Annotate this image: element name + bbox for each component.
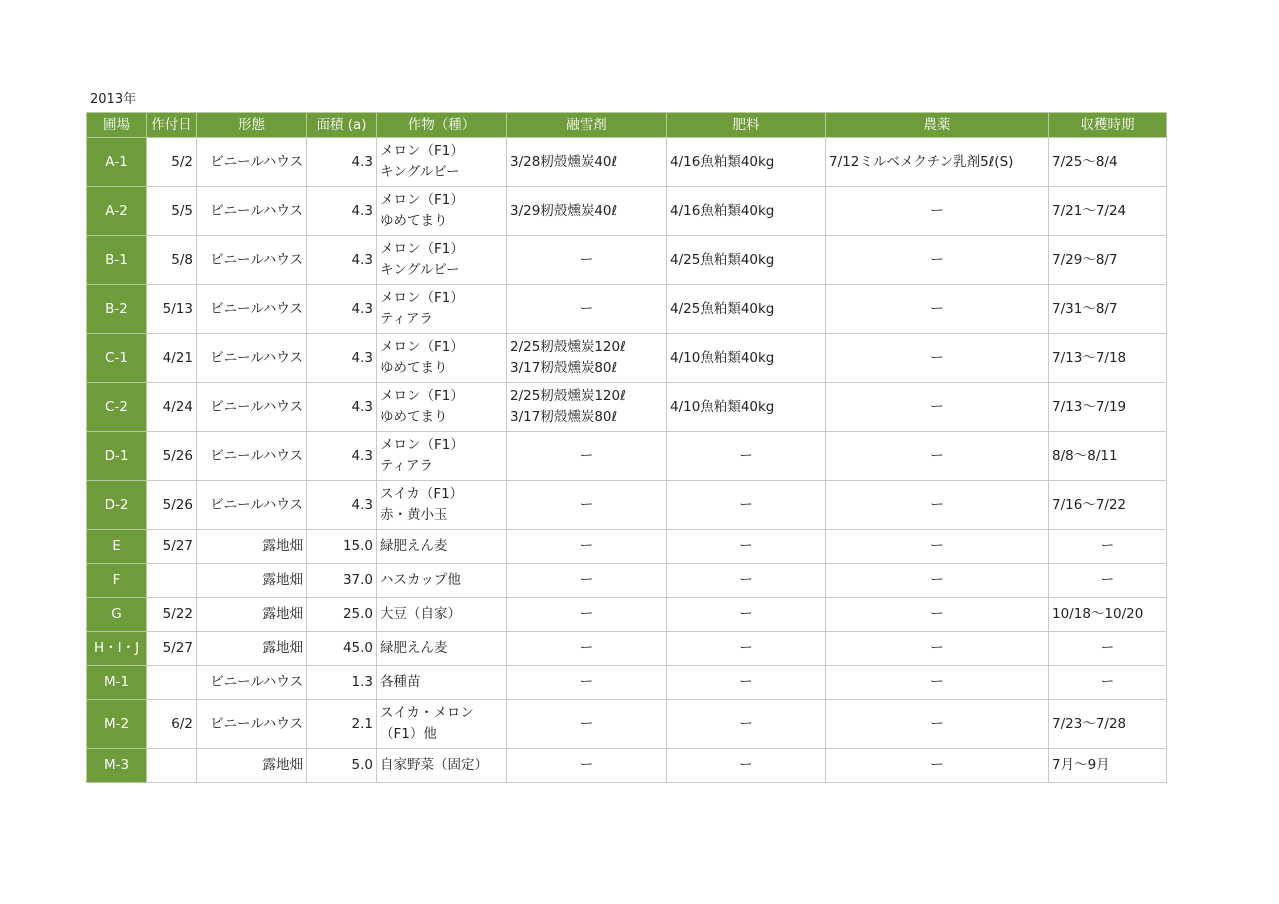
planting-date-cell: 5/13: [147, 285, 197, 334]
snow-melter-cell-line: 3/29籾殻燻炭40ℓ: [510, 202, 618, 219]
snow-melter-cell-line: ー: [579, 300, 594, 317]
fertilizer-cell: [667, 334, 826, 383]
area-cell: 25.0: [307, 598, 377, 632]
field-cell: D-1: [87, 432, 147, 481]
snow-melter-cell: [507, 700, 667, 749]
snow-melter-cell-line: 2/25籾殻燻炭120ℓ: [510, 388, 626, 404]
crop-cell-line: メロン（F1）: [380, 143, 464, 159]
pesticide-cell: [826, 285, 1049, 334]
table-row: [87, 564, 1167, 598]
pesticide-cell: [826, 187, 1049, 236]
crop-cell: [377, 749, 507, 783]
crop-cell-line: ティアラ: [380, 458, 433, 474]
pesticide-cell: [826, 700, 1049, 749]
field-cell: M-3: [87, 749, 147, 783]
pesticide-cell: [826, 432, 1049, 481]
crop-cell-line: ティアラ: [380, 311, 433, 327]
pesticide-cell-line: ー: [930, 300, 944, 317]
area-cell: 1.3: [307, 666, 377, 700]
crop-cell: [377, 666, 507, 700]
area-cell: 4.3: [307, 236, 377, 285]
planting-date-cell: 4/24: [147, 383, 197, 432]
crop-cell-line: メロン（F1）: [380, 437, 464, 453]
snow-melter-cell: [507, 432, 667, 481]
table-body: [87, 138, 1167, 783]
snow-melter-cell-line: ー: [579, 572, 594, 588]
column-header-snow-melter: 融雪剤: [507, 113, 667, 138]
pesticide-cell: [826, 564, 1049, 598]
table-row: [87, 285, 1167, 334]
fertilizer-cell: [667, 530, 826, 564]
pesticide-cell: [826, 598, 1049, 632]
column-header-fertilizer: 肥料: [667, 113, 826, 138]
pesticide-cell-line: ー: [930, 538, 944, 554]
fertilizer-cell: [667, 138, 826, 187]
harvest-cell: ー: [1049, 666, 1167, 700]
pesticide-cell-line: ー: [930, 640, 944, 656]
crop-cell-line: 緑肥えん麦: [380, 640, 448, 656]
table-row: [87, 383, 1167, 432]
pesticide-cell-line: ー: [930, 572, 944, 588]
crop-cell: [377, 564, 507, 598]
harvest-cell: 7/16〜7/22: [1049, 481, 1167, 530]
table-row: [87, 666, 1167, 700]
type-cell: ビニールハウス: [197, 285, 307, 334]
field-cell: H・I・J: [87, 632, 147, 666]
column-header-crop: 作物（種）: [377, 113, 507, 138]
table-row: [87, 187, 1167, 236]
fertilizer-cell-line: ー: [739, 496, 753, 513]
snow-melter-cell-line: 2/25籾殻燻炭120ℓ: [510, 339, 626, 355]
crop-cell-line: ハスカップ他: [380, 572, 461, 588]
area-cell: 45.0: [307, 632, 377, 666]
crop-cell-line: （F1）他: [380, 726, 437, 742]
table-row: [87, 236, 1167, 285]
field-cell: E: [87, 530, 147, 564]
snow-melter-cell: [507, 383, 667, 432]
harvest-cell: ー: [1049, 632, 1167, 666]
type-cell: ビニールハウス: [197, 700, 307, 749]
fertilizer-cell: [667, 383, 826, 432]
field-cell: M-2: [87, 700, 147, 749]
pesticide-cell-line: ー: [930, 202, 944, 219]
planting-date-cell: 5/8: [147, 236, 197, 285]
fertilizer-cell-line: 4/16魚粕類40kg: [670, 202, 775, 219]
pesticide-cell-line: ー: [930, 349, 944, 366]
fertilizer-cell: [667, 187, 826, 236]
snow-melter-cell: [507, 749, 667, 783]
table-row: [87, 432, 1167, 481]
area-cell: 2.1: [307, 700, 377, 749]
fertilizer-cell: [667, 749, 826, 783]
snow-melter-cell-line: ー: [579, 674, 594, 690]
area-cell: 37.0: [307, 564, 377, 598]
fertilizer-cell-line: ー: [739, 674, 753, 690]
snow-melter-cell-line: ー: [579, 757, 594, 773]
crop-cell: [377, 236, 507, 285]
field-cell: F: [87, 564, 147, 598]
harvest-cell: ー: [1049, 564, 1167, 598]
area-cell: 4.3: [307, 481, 377, 530]
type-cell: ビニールハウス: [197, 666, 307, 700]
crop-cell-line: メロン（F1）: [380, 339, 464, 355]
table-row: [87, 138, 1167, 187]
pesticide-cell: [826, 236, 1049, 285]
type-cell: ビニールハウス: [197, 334, 307, 383]
crop-cell-line: ゆめてまり: [380, 213, 448, 229]
table-row: [87, 749, 1167, 783]
area-cell: 4.3: [307, 334, 377, 383]
snow-melter-cell: [507, 138, 667, 187]
area-cell: 4.3: [307, 383, 377, 432]
field-cell: B-1: [87, 236, 147, 285]
area-cell: 4.3: [307, 432, 377, 481]
snow-melter-cell-line: ー: [579, 496, 594, 513]
crop-cell-line: スイカ（F1）: [380, 486, 464, 502]
crop-cell-line: メロン（F1）: [380, 388, 464, 404]
table-row: [87, 481, 1167, 530]
field-cell: B-2: [87, 285, 147, 334]
harvest-cell: 7/21〜7/24: [1049, 187, 1167, 236]
table-row: [87, 632, 1167, 666]
fertilizer-cell: [667, 666, 826, 700]
pesticide-cell: [826, 530, 1049, 564]
planting-date-cell: [147, 749, 197, 783]
field-cell: M-1: [87, 666, 147, 700]
pesticide-cell-line: ー: [930, 447, 944, 464]
fertilizer-cell: [667, 632, 826, 666]
harvest-cell: 8/8〜8/11: [1049, 432, 1167, 481]
snow-melter-cell: [507, 187, 667, 236]
pesticide-cell-line: ー: [930, 398, 944, 415]
snow-melter-cell: [507, 334, 667, 383]
planting-date-cell: 5/27: [147, 632, 197, 666]
crop-cell: [377, 187, 507, 236]
type-cell: ビニールハウス: [197, 432, 307, 481]
type-cell: ビニールハウス: [197, 236, 307, 285]
fertilizer-cell-line: 4/10魚粕類40kg: [670, 398, 775, 415]
field-cell: A-1: [87, 138, 147, 187]
type-cell: 露地畑: [197, 749, 307, 783]
fertilizer-cell-line: ー: [739, 572, 753, 588]
harvest-cell: 7月〜9月: [1049, 749, 1167, 783]
pesticide-cell-line: ー: [930, 674, 944, 690]
crop-cell: [377, 700, 507, 749]
harvest-cell: ー: [1049, 530, 1167, 564]
column-header-planting-date: 作付日: [147, 113, 197, 138]
fertilizer-cell-line: ー: [739, 757, 753, 773]
crop-cell-line: 赤・黄小玉: [380, 507, 448, 523]
crop-cell: [377, 481, 507, 530]
snow-melter-cell: [507, 236, 667, 285]
crop-cell-line: ゆめてまり: [380, 409, 448, 425]
pesticide-cell-line: ー: [930, 757, 944, 773]
snow-melter-cell-line: 3/17籾殻燻炭80ℓ: [510, 409, 618, 425]
type-cell: ビニールハウス: [197, 383, 307, 432]
crop-cell: [377, 598, 507, 632]
fertilizer-cell: [667, 432, 826, 481]
fertilizer-cell-line: 4/16魚粕類40kg: [670, 153, 775, 170]
planting-date-cell: 5/27: [147, 530, 197, 564]
snow-melter-cell-line: 3/28籾殻燻炭40ℓ: [510, 153, 618, 170]
fertilizer-cell: [667, 236, 826, 285]
harvest-cell: 7/29〜8/7: [1049, 236, 1167, 285]
crop-cell-line: キングルビー: [380, 164, 460, 180]
pesticide-cell-line: ー: [930, 251, 944, 268]
area-cell: 15.0: [307, 530, 377, 564]
pesticide-cell: [826, 632, 1049, 666]
planting-date-cell: 5/5: [147, 187, 197, 236]
planting-date-cell: 6/2: [147, 700, 197, 749]
table-row: [87, 700, 1167, 749]
snow-melter-cell: [507, 598, 667, 632]
area-cell: 4.3: [307, 285, 377, 334]
crop-cell-line: ゆめてまり: [380, 360, 448, 376]
harvest-cell: 10/18〜10/20: [1049, 598, 1167, 632]
column-header-area: 面積 (a): [307, 113, 377, 138]
snow-melter-cell-line: ー: [579, 606, 594, 622]
type-cell: 露地畑: [197, 598, 307, 632]
table-row: [87, 334, 1167, 383]
snow-melter-cell-line: ー: [579, 715, 594, 732]
planting-date-cell: 4/21: [147, 334, 197, 383]
crop-cell: [377, 530, 507, 564]
type-cell: ビニールハウス: [197, 187, 307, 236]
fertilizer-cell: [667, 481, 826, 530]
crop-cell-line: 緑肥えん麦: [380, 538, 448, 554]
planting-date-cell: [147, 564, 197, 598]
fertilizer-cell-line: ー: [739, 715, 753, 732]
harvest-cell: 7/31〜8/7: [1049, 285, 1167, 334]
fertilizer-cell-line: ー: [739, 538, 753, 554]
table-row: [87, 598, 1167, 632]
pesticide-cell-line: ー: [930, 496, 944, 513]
harvest-cell: 7/13〜7/19: [1049, 383, 1167, 432]
fertilizer-cell-line: ー: [739, 606, 753, 622]
crop-cell: [377, 432, 507, 481]
pesticide-cell: [826, 666, 1049, 700]
planting-date-cell: 5/22: [147, 598, 197, 632]
type-cell: ビニールハウス: [197, 481, 307, 530]
crop-cell: [377, 632, 507, 666]
snow-melter-cell-line: ー: [579, 447, 594, 464]
crop-cell-line: スイカ・メロン: [380, 705, 474, 721]
field-cell: G: [87, 598, 147, 632]
snow-melter-cell-line: 3/17籾殻燻炭80ℓ: [510, 360, 618, 376]
planting-date-cell: 5/26: [147, 432, 197, 481]
pesticide-cell: [826, 481, 1049, 530]
field-cell: C-1: [87, 334, 147, 383]
fertilizer-cell: [667, 598, 826, 632]
field-cell: D-2: [87, 481, 147, 530]
snow-melter-cell: [507, 564, 667, 598]
snow-melter-cell-line: ー: [579, 640, 594, 656]
column-header-type: 形態: [197, 113, 307, 138]
crop-cell-line: メロン（F1）: [380, 192, 464, 208]
snow-melter-cell-line: ー: [579, 251, 594, 268]
crop-cell: [377, 285, 507, 334]
type-cell: ビニールハウス: [197, 138, 307, 187]
table-row: [87, 530, 1167, 564]
planting-date-cell: 5/26: [147, 481, 197, 530]
type-cell: 露地畑: [197, 564, 307, 598]
planting-date-cell: [147, 666, 197, 700]
pesticide-cell: [826, 138, 1049, 187]
snow-melter-cell: [507, 481, 667, 530]
column-header-harvest: 収穫時期: [1049, 113, 1167, 138]
snow-melter-cell: [507, 666, 667, 700]
fertilizer-cell-line: 4/25魚粕類40kg: [670, 300, 775, 317]
pesticide-cell: [826, 334, 1049, 383]
type-cell: 露地畑: [197, 632, 307, 666]
column-header-pesticide: 農薬: [826, 113, 1049, 138]
snow-melter-cell: [507, 632, 667, 666]
fertilizer-cell-line: 4/25魚粕類40kg: [670, 251, 775, 268]
field-cell: A-2: [87, 187, 147, 236]
crop-cell-line: 自家野菜（固定）: [380, 757, 488, 773]
fertilizer-cell-line: ー: [739, 447, 753, 464]
area-cell: 5.0: [307, 749, 377, 783]
crop-record-table: [86, 112, 1167, 783]
snow-melter-cell-line: ー: [579, 538, 594, 554]
area-cell: 4.3: [307, 138, 377, 187]
crop-cell: [377, 138, 507, 187]
crop-cell: [377, 334, 507, 383]
fertilizer-cell: [667, 564, 826, 598]
crop-cell-line: メロン（F1）: [380, 290, 464, 306]
crop-cell-line: 各種苗: [380, 674, 421, 690]
column-header-field: 圃場: [87, 113, 147, 138]
header-row: [87, 113, 1167, 138]
crop-cell-line: メロン（F1）: [380, 241, 464, 257]
crop-cell-line: 大豆（自家）: [380, 606, 461, 622]
pesticide-cell: [826, 749, 1049, 783]
pesticide-cell: [826, 383, 1049, 432]
year-label: 2013年: [90, 92, 137, 107]
snow-melter-cell: [507, 530, 667, 564]
harvest-cell: 7/25〜8/4: [1049, 138, 1167, 187]
type-cell: 露地畑: [197, 530, 307, 564]
fertilizer-cell-line: ー: [739, 640, 753, 656]
area-cell: 4.3: [307, 187, 377, 236]
planting-date-cell: 5/2: [147, 138, 197, 187]
harvest-cell: 7/23〜7/28: [1049, 700, 1167, 749]
fertilizer-cell-line: 4/10魚粕類40kg: [670, 349, 775, 366]
field-cell: C-2: [87, 383, 147, 432]
harvest-cell: 7/13〜7/18: [1049, 334, 1167, 383]
pesticide-cell-line: ー: [930, 606, 944, 622]
pesticide-cell-line: 7/12ミルベメクチン乳剤5ℓ(S): [829, 153, 1014, 170]
crop-cell: [377, 383, 507, 432]
fertilizer-cell: [667, 700, 826, 749]
crop-cell-line: キングルビー: [380, 262, 460, 278]
pesticide-cell-line: ー: [930, 715, 944, 732]
fertilizer-cell: [667, 285, 826, 334]
snow-melter-cell: [507, 285, 667, 334]
